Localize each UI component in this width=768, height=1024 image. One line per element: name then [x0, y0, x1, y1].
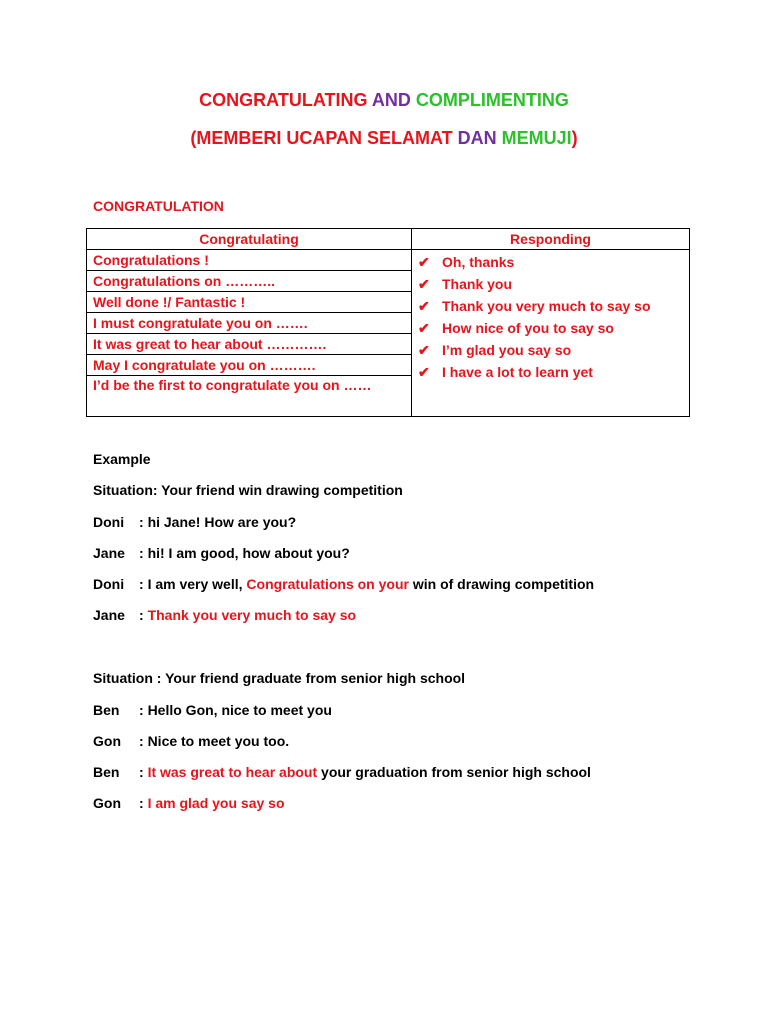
dialog-text: I am very well,: [147, 576, 247, 592]
dialog-sep: :: [139, 545, 148, 561]
congratulating-cell: I must congratulate you on …….: [87, 313, 412, 334]
dialog-line: [93, 795, 285, 811]
example-label: Example: [93, 451, 151, 467]
dialog-text: Nice to meet you too.: [147, 733, 290, 749]
check-icon: ✔: [418, 254, 430, 270]
situation-1: Situation: Your friend win drawing competition: [93, 482, 403, 498]
dialog-highlight: Congratulations on your: [246, 576, 409, 592]
subtitle-part: (MEMBERI UCAPAN SELAMAT: [190, 128, 458, 148]
speaker-name: Gon: [93, 733, 121, 749]
congratulating-cell: It was great to hear about ………….: [87, 334, 412, 355]
congratulating-cell: May I congratulate you on ……….: [87, 355, 412, 376]
response-item: [418, 362, 683, 384]
response-item: [418, 296, 683, 318]
page-title: [0, 90, 768, 111]
response-text: How nice of you to say so: [442, 320, 614, 336]
response-item: [418, 318, 683, 340]
dialog-line: [93, 576, 594, 592]
dialog-highlight: I am glad you say so: [147, 795, 285, 811]
speaker-name: Doni: [93, 514, 125, 530]
congratulating-cell: Congratulations on ………..: [87, 271, 412, 292]
dialog-line: [93, 764, 591, 780]
section-heading: CONGRATULATION: [93, 198, 224, 214]
dialog-line: [93, 545, 350, 561]
dialog-rest: your graduation from senior high school: [317, 764, 591, 780]
dialog-sep: :: [139, 702, 148, 718]
subtitle-part: DAN: [457, 128, 497, 148]
dialog-sep: :: [139, 795, 148, 811]
dialog-sep: :: [139, 733, 148, 749]
subtitle-part: MEMUJI: [496, 128, 572, 148]
dialog-text: hi! I am good, how about you?: [147, 545, 350, 561]
check-icon: ✔: [418, 364, 430, 380]
situation-2: Situation : Your friend graduate from senior high school: [93, 670, 466, 686]
dialog-line: [93, 733, 289, 749]
dialog-sep: :: [139, 607, 148, 623]
dialog-highlight: It was great to hear about: [147, 764, 318, 780]
dialog-highlight: Thank you very much to say so: [147, 607, 357, 623]
dialog-text: Hello Gon, nice to meet you: [147, 702, 332, 718]
speaker-name: Ben: [93, 764, 120, 780]
speaker-name: Jane: [93, 545, 125, 561]
page-subtitle: [0, 128, 768, 149]
dialog-text: hi Jane! How are you?: [147, 514, 297, 530]
dialog-rest: win of drawing competition: [408, 576, 595, 592]
dialog-line: [93, 702, 332, 718]
title-part: AND: [367, 90, 416, 110]
title-part: CONGRATULATING: [199, 90, 368, 110]
response-text: Oh, thanks: [442, 254, 515, 270]
check-icon: ✔: [418, 298, 430, 314]
response-text: Thank you: [442, 276, 513, 292]
congratulating-cell: Well done !/ Fantastic !: [87, 292, 412, 313]
check-icon: ✔: [418, 276, 430, 292]
congratulating-cell: I’d be the first to congratulate you on ……: [87, 376, 412, 417]
expressions-table: [86, 228, 690, 417]
subtitle-part: ): [571, 128, 578, 148]
dialog-sep: :: [139, 764, 148, 780]
speaker-name: Ben: [93, 702, 120, 718]
response-item: [418, 274, 683, 296]
response-text: I’m glad you say so: [442, 342, 572, 358]
response-text: I have a lot to learn yet: [442, 364, 593, 380]
speaker-name: Gon: [93, 795, 121, 811]
header-congratulating: Congratulating: [87, 229, 412, 250]
congratulating-cell: Congratulations !: [87, 250, 412, 271]
response-text: Thank you very much to say so: [442, 298, 651, 314]
speaker-name: Doni: [93, 576, 125, 592]
dialog-sep: :: [139, 576, 148, 592]
speaker-name: Jane: [93, 607, 125, 623]
response-item: [418, 340, 683, 362]
responding-cell: [412, 250, 690, 417]
title-part: COMPLIMENTING: [415, 90, 569, 110]
check-icon: ✔: [418, 320, 430, 336]
dialog-line: [93, 607, 356, 623]
response-item: [418, 252, 683, 274]
header-responding: Responding: [412, 229, 690, 250]
check-icon: ✔: [418, 342, 430, 358]
dialog-sep: :: [139, 514, 148, 530]
dialog-line: [93, 514, 296, 530]
